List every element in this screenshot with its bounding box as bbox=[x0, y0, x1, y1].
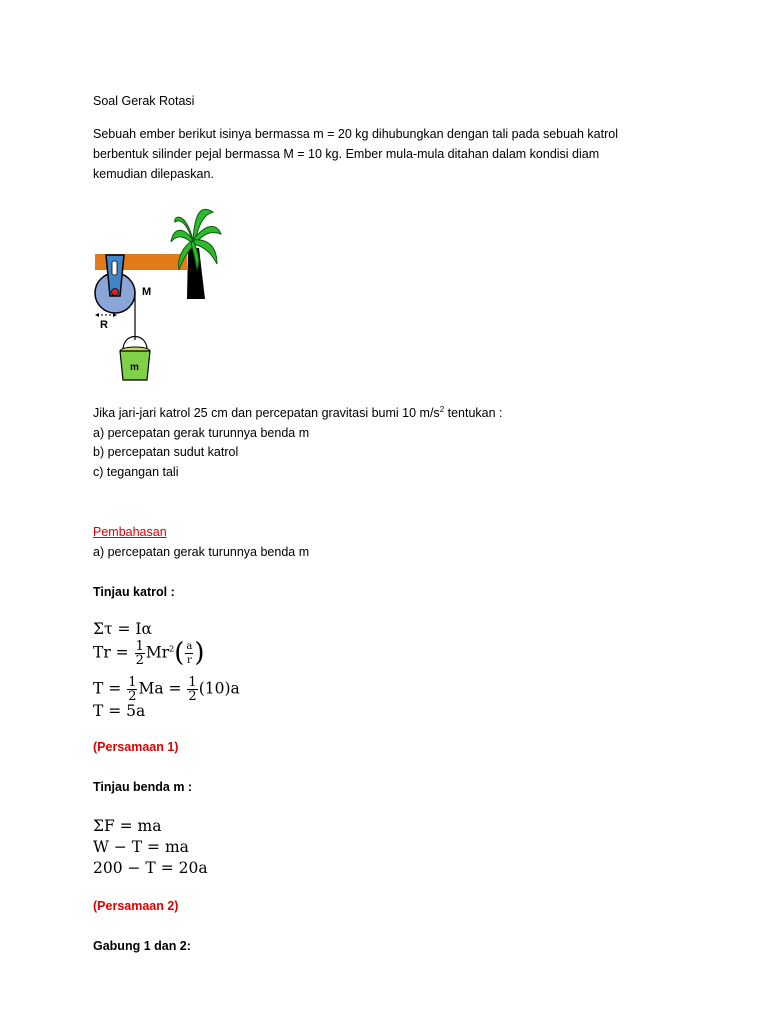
eq-k3-half-a-num: 1 bbox=[128, 675, 137, 690]
eq-katrol-2: Tr = $\frac{1}{2}$ Mr$^2$( $\frac{a}{r}$ ) bbox=[93, 638, 205, 668]
gabung-label: Gabung 1 dan 2: bbox=[93, 939, 191, 953]
question-a: a) percepatan gerak turunnya benda m bbox=[93, 426, 310, 440]
eq-k3-mid: Ma = bbox=[138, 679, 187, 698]
eq-benda-1: ΣF = ma bbox=[93, 817, 162, 835]
problem-line-3: kemudian dilepaskan. bbox=[93, 167, 214, 181]
eq1-label: (Persamaan 1) bbox=[93, 740, 179, 754]
question-intro bbox=[93, 403, 503, 423]
eq-k2-half bbox=[135, 640, 145, 667]
eq-k3-lhs: T = bbox=[93, 679, 127, 698]
pulley-figure bbox=[93, 200, 233, 385]
eq-k3-half-b bbox=[187, 676, 197, 703]
eq-k2-frac-num: a bbox=[186, 641, 193, 652]
problem-line-2: berbentuk silinder pejal bermassa M = 10 kg. Ember mula-mula ditahan dalam kondisi diam bbox=[93, 147, 600, 161]
eq-benda-2: W − T = ma bbox=[93, 838, 189, 856]
tinjau-benda-label: Tinjau benda m : bbox=[93, 780, 193, 794]
tinjau-katrol-label: Tinjau katrol : bbox=[93, 585, 175, 599]
pulley-axle bbox=[112, 289, 119, 296]
eq-k2-half-den: 2 bbox=[135, 653, 144, 668]
eq-k3-half-a-den: 2 bbox=[128, 689, 137, 704]
eq-k2-lhs: Tr = bbox=[93, 643, 134, 662]
eq-katrol-3 bbox=[93, 676, 240, 703]
question-b: b) percepatan sudut katrol bbox=[93, 445, 239, 459]
eq-k3-half-a bbox=[127, 676, 137, 703]
label-R: R bbox=[100, 319, 108, 331]
question-c: c) tegangan tali bbox=[93, 465, 179, 479]
eq-katrol-1: Στ = Iα bbox=[93, 620, 152, 638]
page-title: Soal Gerak Rotasi bbox=[93, 94, 195, 108]
question-intro-end: tentukan : bbox=[444, 406, 503, 420]
eq-k3-half-b-den: 2 bbox=[188, 689, 197, 704]
eq-k2-sup: 2 bbox=[169, 644, 175, 654]
eq-k2-frac-den: r bbox=[187, 655, 192, 666]
eq-benda-3: 200 − T = 20a bbox=[93, 859, 208, 877]
eq-k3-half-b-num: 1 bbox=[188, 675, 197, 690]
solution-heading: Pembahasan bbox=[93, 525, 167, 539]
eq-k2-half-num: 1 bbox=[135, 639, 144, 654]
question-intro-sup: 2 bbox=[439, 404, 445, 414]
solution-part-a: a) percepatan gerak turunnya benda m bbox=[93, 545, 310, 559]
label-M: M bbox=[142, 286, 152, 298]
label-m: m bbox=[130, 362, 139, 373]
eq2-label: (Persamaan 2) bbox=[93, 899, 179, 913]
eq-k3-end: (10)a bbox=[198, 679, 240, 698]
problem-line-1: Sebuah ember berikut isinya bermassa m = 20 kg dihubungkan dengan tali pada sebuah katrol bbox=[93, 127, 618, 141]
eq-katrol-4: T = 5a bbox=[93, 702, 146, 720]
eq-k2-mid: Mr bbox=[145, 643, 170, 662]
tree-leaves bbox=[171, 209, 221, 270]
question-intro-text: Jika jari-jari katrol 25 cm dan percepatan gravitasi bumi 10 m/s bbox=[93, 406, 440, 420]
eq-k2-frac bbox=[185, 640, 193, 667]
